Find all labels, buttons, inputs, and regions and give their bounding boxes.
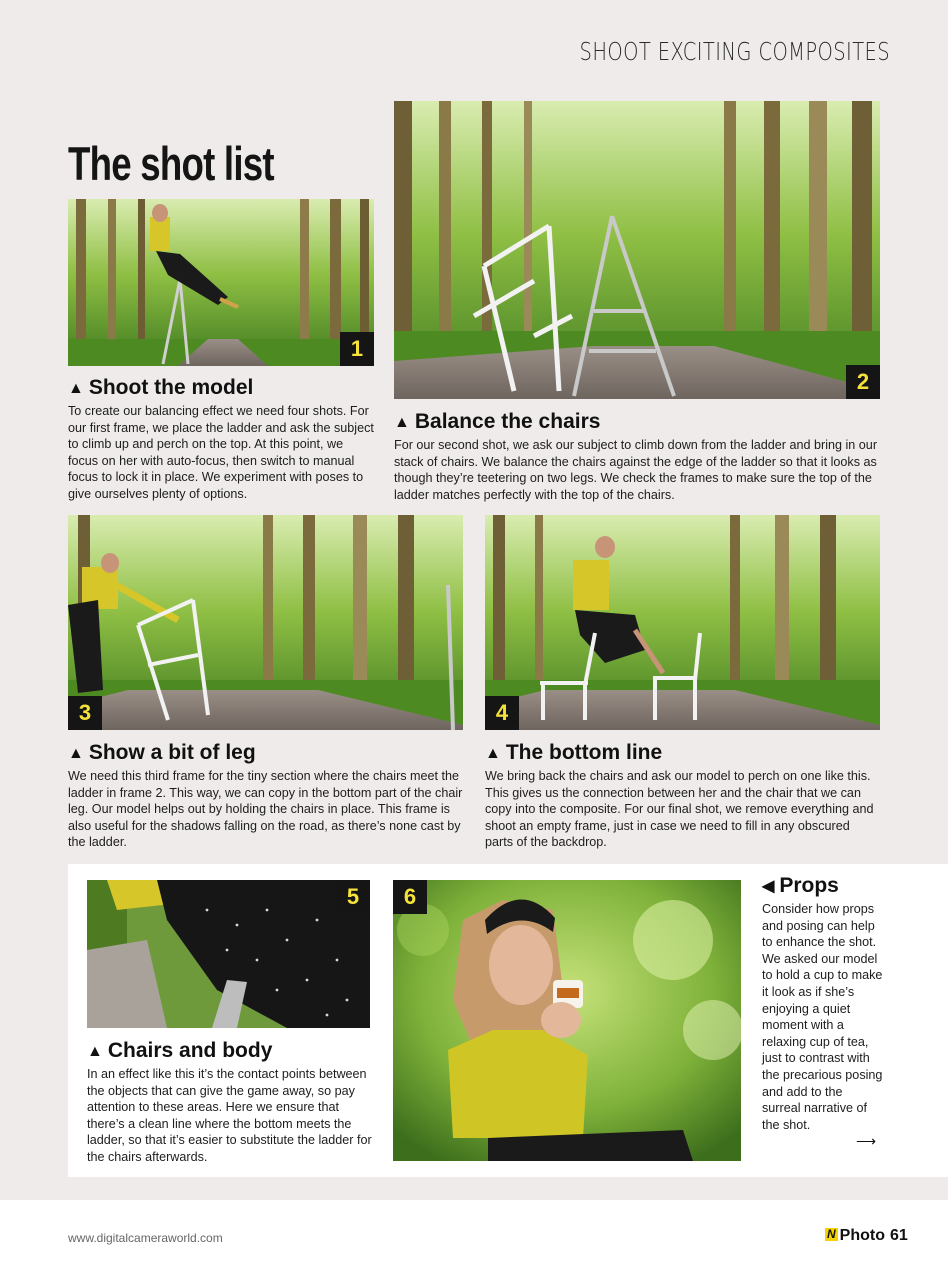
step-4-heading (485, 741, 662, 765)
step-1-heading-text: Shoot the model (88, 376, 254, 399)
step-2-body: For our second shot, we ask our subject to climb down from the ladder and bring in our stack of chairs. We balance the chairs against the edge of the ladder so that it looks as though they’re teetering on two legs. We check the frames to make sure the top of the ladder matches perfectly with the top of the chairs. (394, 438, 878, 502)
up-triangle-icon: ▲ (68, 745, 84, 762)
brand-name: Photo (839, 1227, 885, 1244)
left-triangle-icon: ◀ (762, 878, 775, 895)
section-title: SHOOT EXCITING COMPOSITES (579, 37, 890, 66)
step-5-number-badge: 5 (336, 880, 370, 914)
brand-mark: N (827, 1227, 836, 1241)
step-2-heading (394, 410, 600, 434)
step-2-number-badge: 2 (846, 365, 880, 399)
step-1-number-badge: 1 (340, 332, 374, 366)
step-5-heading (87, 1039, 272, 1063)
step-3-body: We need this third frame for the tiny section where the chairs meet the ladder in frame 2. This way, we can copy in the bottom part of the chair leg. Our model helps out by holding the chairs in place. This frame is also useful for the shadows falling on the road, as there’s none cast by the ladder. (68, 769, 463, 850)
photo-3-model-holding-chairs (68, 515, 463, 730)
step-1-body: To create our balancing effect we need four shots. For our first frame, we place the ladder and ask the subject to climb up and perch on the top. At this point, we focus on her with auto-focus, then switch to manual focus to lock it in place. We experiment with poses to give ourselves plenty of options. (68, 404, 374, 501)
step-6-number-badge: 6 (393, 880, 427, 914)
photo-6-model-with-cup (393, 880, 741, 1161)
photo-2-balanced-chairs (394, 101, 880, 399)
photo-5-chair-contact-detail (87, 880, 370, 1028)
magazine-logo (825, 1227, 885, 1245)
up-triangle-icon: ▲ (68, 380, 84, 397)
up-triangle-icon: ▲ (394, 414, 410, 431)
right-arrow-icon: ⟶ (856, 1133, 877, 1149)
step-1-heading (68, 376, 253, 400)
step-4-body: We bring back the chairs and ask our model to perch on one like this. This gives us the connection between her and the chair that we can copy into the composite. For our final shot, we remove everything and shoot an empty frame, just in case we need to fill in any obscured parts of the backdrop. (485, 769, 874, 850)
props-body: Consider how props and posing can help to enhance the shot. We asked our model to hold a cup to make it look as if she’s enjoying a quiet moment with a relaxing cup of tea, just to contrast with the precarious posing and add to the surreal narrative of the shot. (762, 902, 883, 1132)
up-triangle-icon: ▲ (485, 745, 501, 762)
step-2-heading-text: Balance the chairs (414, 410, 601, 433)
page-number: 61 (890, 1227, 908, 1244)
step-4-number-badge: 4 (485, 696, 519, 730)
props-heading (762, 874, 839, 898)
up-triangle-icon: ▲ (87, 1043, 103, 1060)
photo-1-model-on-ladder (68, 199, 374, 366)
step-4-heading-text: The bottom line (505, 741, 663, 764)
step-3-heading-text: Show a bit of leg (88, 741, 256, 764)
step-5-body: In an effect like this it’s the contact points between the objects that can give the game away, so pay attention to these areas. Here we ensure that there’s a clean line where the bottom meets the ladder, so that it’s easier to substitute the ladder for the chairs afterwards. (87, 1067, 372, 1164)
step-5-heading-text: Chairs and body (107, 1039, 273, 1062)
step-3-number-badge: 3 (68, 696, 102, 730)
step-3-heading (68, 741, 256, 765)
photo-4-model-on-chair (485, 515, 880, 730)
footer-url: www.digitalcameraworld.com (68, 1231, 223, 1245)
page-title: The shot list (68, 137, 274, 190)
props-heading-text: Props (779, 874, 839, 897)
